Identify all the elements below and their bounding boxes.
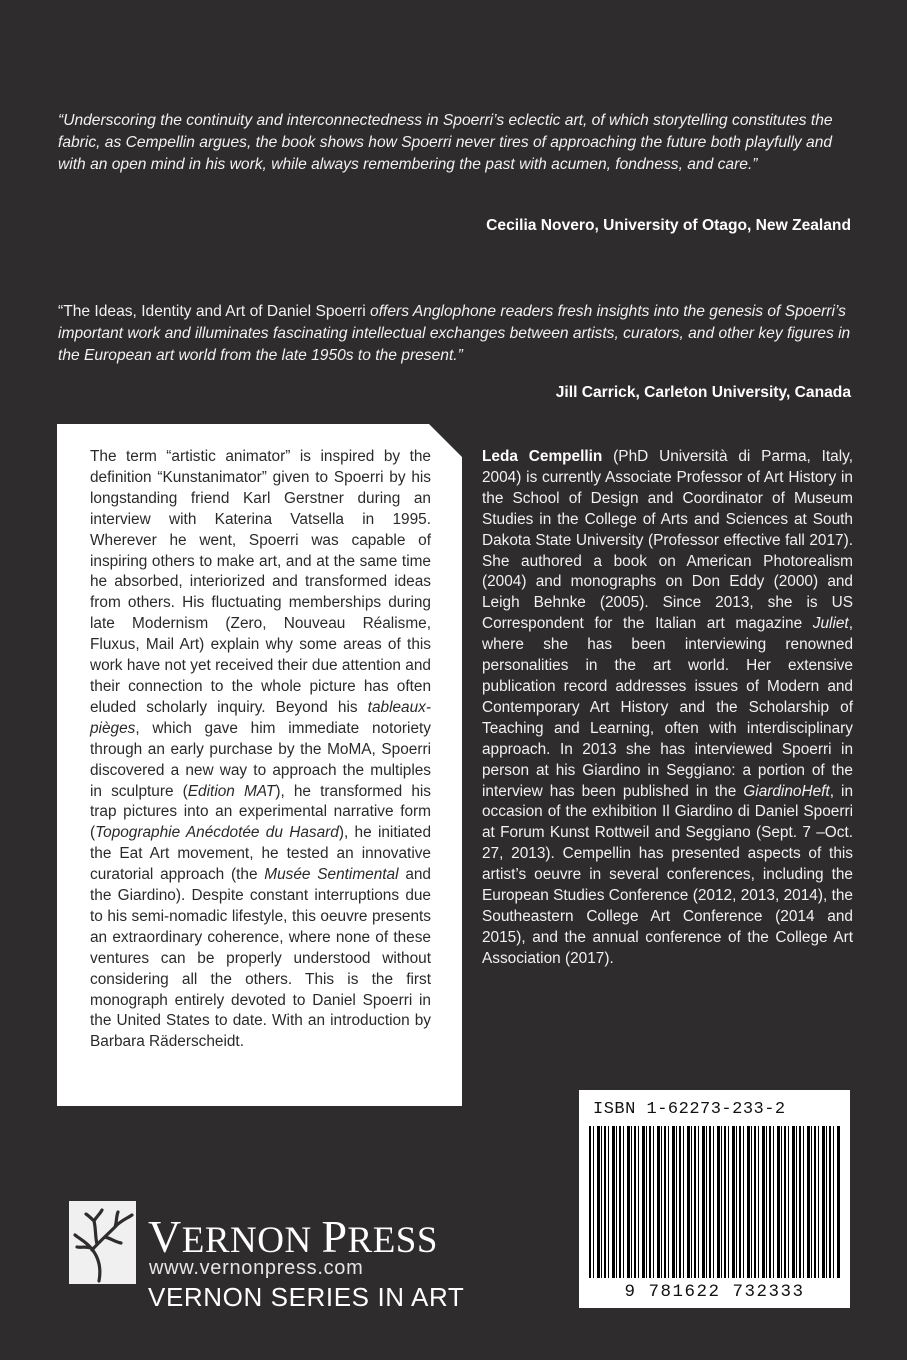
publisher-website: www.vernonpress.com [149, 1257, 364, 1279]
description-text: and the Giardino). Despite constant interruptions due to his semi-nomadic lifestyle, this oeuvre presents an extraordinary coherence, where none of these ventures can be properly understood without considering all the others. This is the first monograph entirely devoted to Daniel Spoerri in the United States to date. With an introduction by Barbara Räderscheidt. [90, 866, 431, 1051]
quote-carrick [58, 301, 854, 366]
quote-text: offers Anglophone readers fresh insights into the genesis of Spoerri’s important work and illuminates fascinating intellectual exchanges between artists, curators, and other key figures in the European art world from the late 1950s to the present.” [58, 303, 851, 364]
bio-text: (PhD Università di Parma, Italy, 2004) is currently Associate Professor of Art History in the School of Design and Coordinator of Museum Studies in the College of Arts and Sciences at South Dakota State University (Professor effective fall 2017). She authored a book on American Photorealism (2004) and monographs on Don Eddy (2000) and Leigh Behnke (2005). Since 2013, she is US Correspondent for the Italian art magazine [482, 448, 853, 633]
description-text: The term “artistic animator” is inspired by the definition “Kunstanimator” given to Spoerri by his longstanding friend Karl Gerstner during an interview with Katerina Vatsella in 1995. Wherever he went, Spoerri was capable of inspiring others to make art, and at the same time he absorbed, interiorized and transformed ideas from others. His fluctuating memberships during late Modernism (Zero, Nouveau Réalisme, Fluxus, Mail Art) explain why some areas of this work have not yet received their due attention and their connection to the whole picture has often eluded scholarly inquiry. Beyond his [90, 448, 431, 716]
bio-text: , in occasion of the exhibition Il Giardino di Daniel Spoerri at Forum Kunst Rottweil and Seggiano (Sept. 7 –Oct. 27, 2013). Cempellin has presented aspects of this artist’s oeuvre in several conferences, including the European Studies Conference (2012, 2013, 2014), the Southeastern College Art Conference (2014 and 2015), and the annual conference of the College Art Association (2017). [482, 782, 853, 967]
publisher-word: ERNON [181, 1220, 322, 1261]
description-italic: Edition MAT [187, 782, 276, 800]
publisher-initial: P [321, 1211, 348, 1262]
description-italic: Topographie Anécdotée du Hasard [95, 824, 339, 842]
series-name: VERNON SERIES IN ART [148, 1282, 465, 1312]
isbn-label: ISBN 1-62273-233-2 [593, 1100, 786, 1119]
book-description [90, 447, 431, 1053]
publisher-word: RESS [347, 1220, 438, 1261]
barcode-icon [589, 1126, 841, 1278]
quote-attribution-novero: Cecilia Novero, University of Otago, New Zealand [486, 217, 851, 234]
publisher-initial: V [148, 1211, 182, 1262]
bio-italic: Juliet [812, 615, 849, 633]
description-text: , which gave him immediate notoriety through an early purchase by the MoMA, Spoerri discovered a new way to approach the multiples in sculpture ( [90, 719, 431, 800]
author-bio [482, 447, 853, 970]
quote-novero [58, 110, 854, 175]
description-italic: tableaux-pièges [90, 698, 431, 737]
author-name: Leda Cempellin [482, 448, 603, 465]
bio-text: , where she has been interviewing renowned personalities in the art world. Her extensive publication record addresses issues of Modern and Contemporary Art History and the Scholarship of Teaching and Learning, often with interdisciplinary approach. In 2013 she has interviewed Spoerri in person at his Giardino in Seggiano: a portion of the interview has been published in the [482, 615, 853, 800]
publisher-name [148, 1210, 438, 1263]
quote-text: “Underscoring the continuity and interconnectedness in Spoerri’s eclectic art, of which storytelling constitutes the fabric, as Cempellin argues, the book shows how Spoerri never tires of approaching the future both playfully and with an open mind in his work, while always remembering the past with acumen, fondness, and care.” [58, 112, 833, 173]
ean-number: 9 781622 732333 [624, 1282, 805, 1302]
quote-attribution-carrick: Jill Carrick, Carleton University, Canada [555, 384, 851, 401]
description-text: ), he transformed his trap pictures into an experimental narrative form ( [90, 782, 431, 842]
description-italic: Musée Sentimental [264, 866, 399, 884]
bio-italic: GiardinoHeft [743, 782, 830, 800]
quote-book-title: “The Ideas, Identity and Art of Daniel Spoerri [58, 303, 366, 320]
tree-branch-icon [69, 1201, 136, 1284]
barcode-panel [579, 1090, 850, 1308]
description-text: ), he initiated the Eat Art movement, he tested an innovative curatorial approach (the [90, 824, 432, 884]
